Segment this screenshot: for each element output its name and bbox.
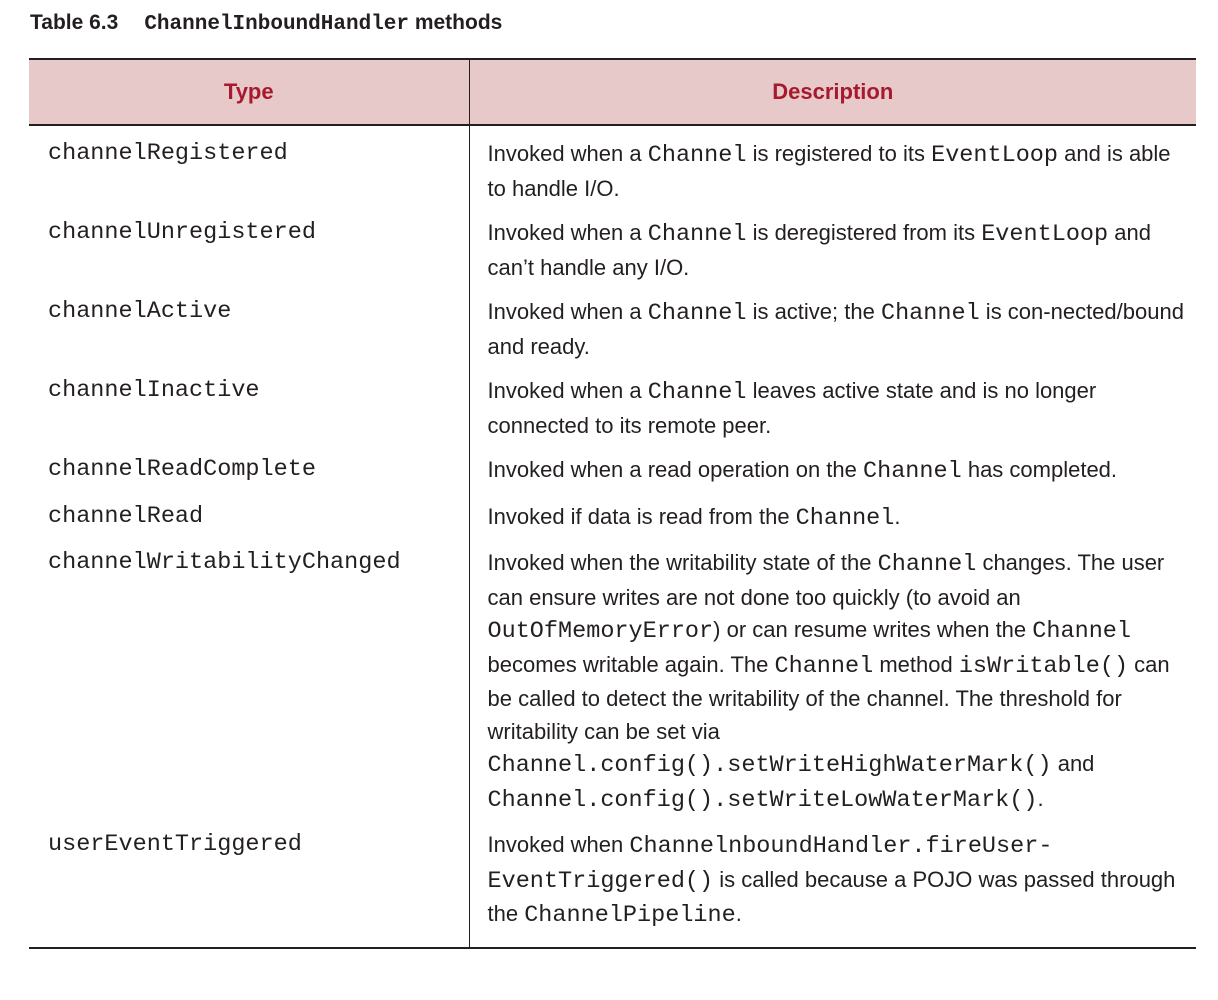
table-row (29, 125, 1196, 205)
method-description (469, 489, 1196, 536)
description-text: Invoked when a (487, 299, 648, 324)
method-name: channelUnregistered (29, 205, 469, 284)
description-text: Invoked when a (487, 378, 648, 403)
code-term: Channel (863, 458, 962, 485)
description-text: leaves active state and is no longer connected to its remote peer. (487, 378, 1097, 438)
table-body (29, 125, 1196, 948)
description-text: becomes writable again. The (487, 651, 775, 677)
method-description (469, 817, 1196, 948)
description-text: is called because a POJO was passed through the (487, 866, 1176, 926)
code-term: Channel (647, 300, 747, 327)
code-term: Channel (880, 300, 980, 327)
method-name: channelActive (29, 284, 469, 363)
method-name: channelInactive (29, 363, 469, 442)
method-description (469, 205, 1196, 284)
table-header (29, 59, 1196, 125)
description-text: ) or can resume writes when the (713, 617, 1033, 642)
code-term: Channel (647, 142, 747, 169)
table-caption (30, 8, 502, 40)
description-text: changes. The user can ensure writes are not done too quickly (to avoid an (487, 550, 1165, 610)
description-text: Invoked when a read operation on the (487, 457, 863, 482)
description-text: and can’t handle any I/O. (487, 220, 1151, 280)
method-description (469, 125, 1196, 205)
description-text: is deregistered from its (746, 220, 982, 245)
description-text: can be called to detect the writability of the channel. The threshold for writability can be set via (487, 651, 1170, 744)
description-text: . (1037, 785, 1044, 811)
method-name: channelRead (29, 489, 469, 536)
table-row (29, 489, 1196, 536)
description-text: is con-nected/bound and ready. (487, 299, 1184, 359)
code-term: EventLoop (931, 142, 1059, 169)
code-term: isWritable() (958, 652, 1129, 680)
description-text: . (894, 503, 901, 529)
description-text: is active; the (746, 299, 881, 324)
description-text: and is able to handle I/O. (487, 141, 1171, 201)
description-text: and (1051, 751, 1095, 776)
method-name: channelReadComplete (29, 442, 469, 489)
table-row (29, 363, 1196, 442)
table-row (29, 205, 1196, 284)
code-term: Channel (774, 652, 874, 680)
code-term: Channel (795, 504, 895, 532)
table-number: Table 6.3 (30, 11, 119, 34)
table-row (29, 284, 1196, 363)
code-term: EventLoop (981, 221, 1109, 248)
code-term: Channel.config().setWriteHighWaterMark() (487, 752, 1052, 779)
method-name: userEventTriggered (29, 817, 469, 948)
code-term: OutOfMemoryError (487, 618, 714, 645)
header-type: Type (29, 59, 469, 125)
code-term: ChannelPipeline (524, 902, 736, 929)
method-name: channelWritabilityChanged (29, 535, 469, 817)
code-term: Channel (647, 379, 747, 406)
method-description (469, 442, 1196, 489)
code-term: Channel.config().setWriteLowWaterMark() (487, 786, 1038, 814)
method-name: channelRegistered (29, 125, 469, 205)
table-row (29, 535, 1196, 817)
description-text: Invoked when a (487, 141, 648, 166)
methods-table (29, 58, 1196, 949)
method-description (469, 535, 1196, 817)
description-text: Invoked if data is read from the (487, 503, 796, 529)
table-row (29, 442, 1196, 489)
header-description: Description (469, 59, 1196, 125)
description-text: Invoked when (487, 832, 630, 857)
description-text: is registered to its (746, 141, 932, 166)
caption-suffix: methods (414, 11, 503, 34)
code-term: ChannelnboundHandler.fireUser-EventTriggered() (487, 833, 1053, 895)
description-text: method (873, 651, 959, 677)
method-description (469, 363, 1196, 442)
code-term: Channel (1032, 618, 1131, 645)
code-term: Channel (877, 551, 977, 578)
caption-code-term: ChannelInboundHandler (144, 13, 409, 36)
description-text: . (735, 901, 742, 926)
method-description (469, 284, 1196, 363)
description-text: Invoked when a (487, 220, 648, 245)
description-text: has completed. (961, 457, 1118, 482)
table-row (29, 817, 1196, 948)
description-text: Invoked when the writability state of the (487, 550, 878, 575)
code-term: Channel (647, 221, 747, 248)
